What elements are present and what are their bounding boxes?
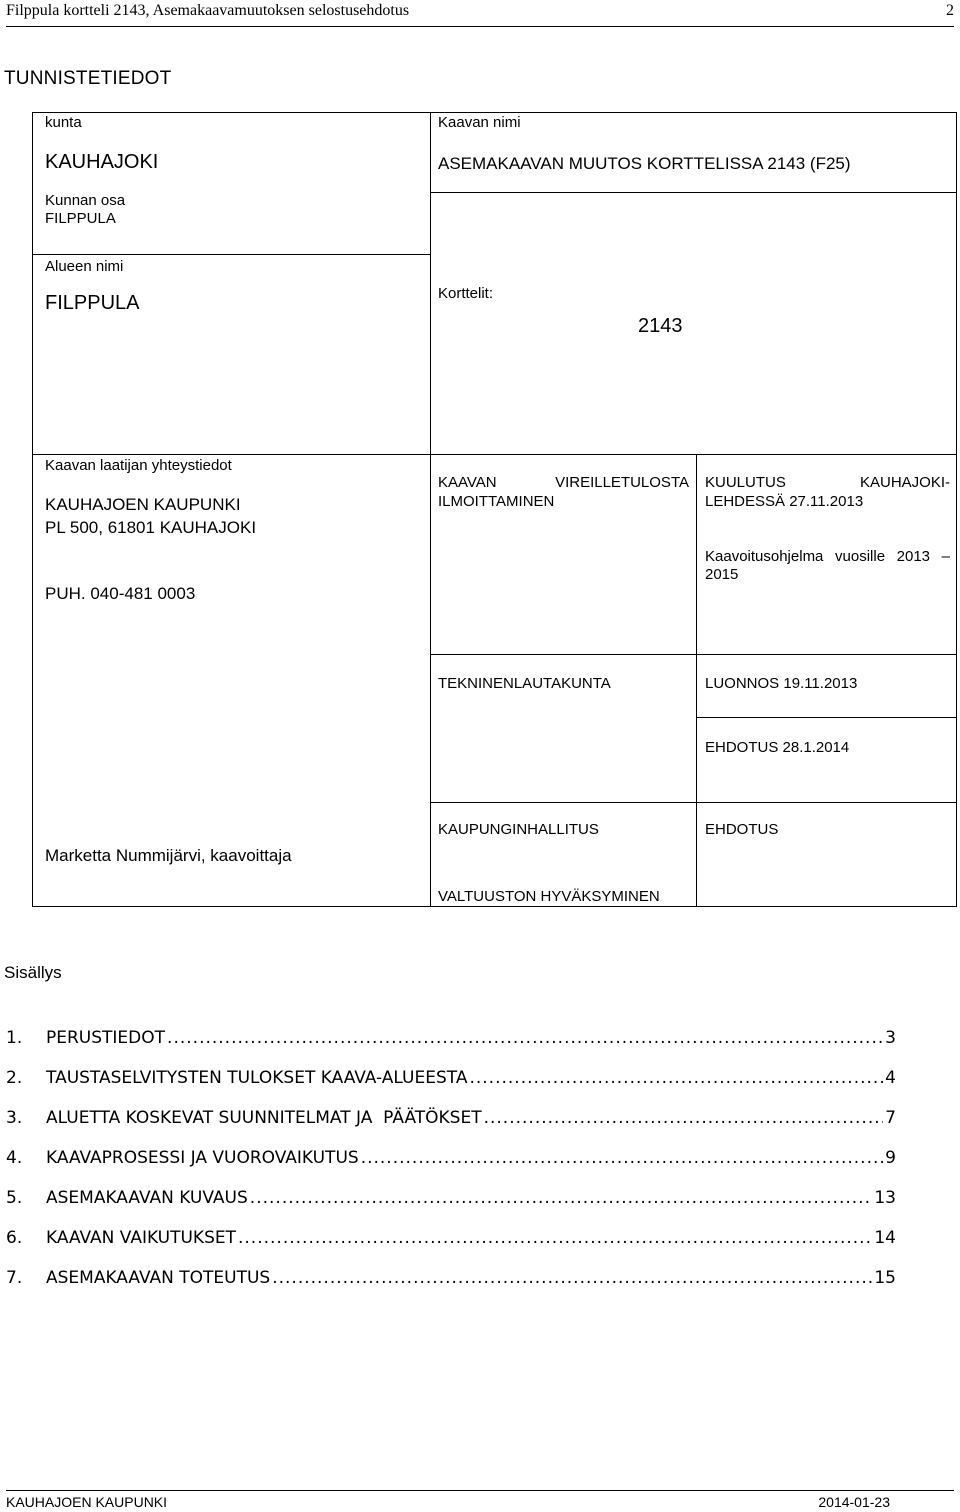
footer-organisation: KAUHAJOEN KAUPUNKI	[6, 1494, 168, 1510]
kunnan-osa-value: FILPPULA	[45, 210, 116, 227]
toc-item-title: ALUETTA KOSKEVAT SUUNNITELMAT JA PÄÄTÖKSET	[46, 1108, 482, 1128]
toc-leader-dots	[469, 1068, 883, 1088]
vireille-label: KAAVAN VIREILLETULOSTA	[438, 474, 689, 491]
toc-item-page: 13	[874, 1188, 896, 1208]
toc-item-page: 4	[885, 1068, 896, 1088]
toc-leader-dots	[167, 1028, 883, 1048]
toc-item-page: 7	[885, 1108, 896, 1128]
kuulutus-text-line2: LEHDESSÄ 27.11.2013	[705, 493, 864, 510]
toc-item-number: 4.	[6, 1148, 23, 1168]
kaavoitusohjelma-text-line2: 2015	[705, 566, 739, 583]
table-border-left	[32, 112, 33, 907]
kaavan-nimi-label: Kaavan nimi	[438, 114, 521, 131]
tekninen-lautakunta-label: TEKNINENLAUTAKUNTA	[438, 675, 611, 692]
kunta-label: kunta	[45, 114, 82, 131]
toc-item-number: 5.	[6, 1188, 23, 1208]
table-divider	[430, 802, 957, 803]
laatija-organisation: KAUHAJOEN KAUPUNKI	[45, 495, 241, 514]
toc-item-page: 15	[874, 1268, 896, 1288]
toc-leader-dots	[250, 1188, 873, 1208]
table-column-divider	[430, 112, 431, 907]
kaupunginhallitus-value: EHDOTUS	[705, 821, 779, 838]
toc-item[interactable]	[6, 1148, 896, 1172]
toc-item-number: 1.	[6, 1028, 23, 1048]
toc-leader-dots	[484, 1108, 884, 1128]
table-divider	[32, 454, 430, 455]
table-divider	[32, 254, 430, 255]
table-border-right	[956, 112, 957, 907]
laatija-name: Marketta Nummijärvi, kaavoittaja	[45, 846, 292, 865]
document-title: Filppula kortteli 2143, Asemakaavamuutoksen selostusehdotus	[6, 2, 410, 19]
footer-divider	[6, 1490, 954, 1491]
kunta-value: KAUHAJOKI	[45, 151, 159, 173]
table-border-bottom	[32, 906, 957, 907]
korttelit-label: Korttelit:	[438, 285, 494, 302]
korttelit-value: 2143	[638, 315, 683, 337]
toc-item-page: 9	[885, 1148, 896, 1168]
toc-item-title: PERUSTIEDOT	[46, 1028, 166, 1048]
toc-item-number: 6.	[6, 1228, 23, 1248]
footer-date: 2014-01-23	[818, 1494, 890, 1510]
table-divider	[696, 717, 957, 718]
laatija-phone: PUH. 040-481 0003	[45, 584, 196, 603]
toc-item-title: TAUSTASELVITYSTEN TULOKSET KAAVA-ALUEESTA	[46, 1068, 468, 1088]
kaavan-nimi-value: ASEMAKAAVAN MUUTOS KORTTELISSA 2143 (F25)	[438, 154, 851, 173]
table-divider	[430, 654, 957, 655]
toc-item[interactable]	[6, 1228, 896, 1252]
toc-item-title: KAAVAPROSESSI JA VUOROVAIKUTUS	[46, 1148, 359, 1168]
valtuusto-label: VALTUUSTON HYVÄKSYMINEN	[438, 888, 660, 905]
table-divider	[430, 454, 957, 455]
toc-item-title: ASEMAKAAVAN TOTEUTUS	[46, 1268, 271, 1288]
toc-item[interactable]	[6, 1268, 896, 1292]
toc-item-number: 3.	[6, 1108, 23, 1128]
kuulutus-text: KUULUTUS KAUHAJOKI-	[705, 474, 950, 491]
toc-item-number: 2.	[6, 1068, 23, 1088]
kunnan-osa-label: Kunnan osa	[45, 192, 126, 209]
laatija-address: PL 500, 61801 KAUHAJOKI	[45, 518, 257, 537]
table-border-top	[32, 112, 957, 113]
toc-item[interactable]	[6, 1108, 896, 1132]
alueen-nimi-label: Alueen nimi	[45, 258, 124, 275]
toc-item[interactable]	[6, 1028, 896, 1052]
toc-item-title: ASEMAKAAVAN KUVAUS	[46, 1188, 248, 1208]
page-header	[6, 0, 954, 27]
ehdotus-date: EHDOTUS 28.1.2014	[705, 739, 850, 756]
table-subcolumn-divider	[696, 454, 697, 907]
vireille-label-line2: ILMOITTAMINEN	[438, 493, 555, 510]
toc-leader-dots	[361, 1148, 883, 1168]
toc-item[interactable]	[6, 1068, 896, 1092]
page-number: 2	[946, 2, 954, 19]
toc-item-page: 14	[874, 1228, 896, 1248]
toc-item-number: 7.	[6, 1268, 23, 1288]
toc-heading: Sisällys	[4, 963, 62, 982]
toc-item-page: 3	[885, 1028, 896, 1048]
toc-item[interactable]	[6, 1188, 896, 1212]
alueen-nimi-value: FILPPULA	[45, 292, 140, 314]
toc-item-title: KAAVAN VAIKUTUKSET	[46, 1228, 236, 1248]
section-heading: TUNNISTETIEDOT	[4, 68, 172, 89]
luonnos-value: LUONNOS 19.11.2013	[705, 675, 858, 692]
table-divider	[430, 192, 957, 193]
toc-leader-dots	[272, 1268, 872, 1288]
laatija-label: Kaavan laatijan yhteystiedot	[45, 457, 232, 474]
kaavoitusohjelma-text: Kaavoitusohjelma vuosille 2013 –	[705, 548, 950, 565]
toc-leader-dots	[238, 1228, 872, 1248]
kaupunginhallitus-label: KAUPUNGINHALLITUS	[438, 821, 599, 838]
